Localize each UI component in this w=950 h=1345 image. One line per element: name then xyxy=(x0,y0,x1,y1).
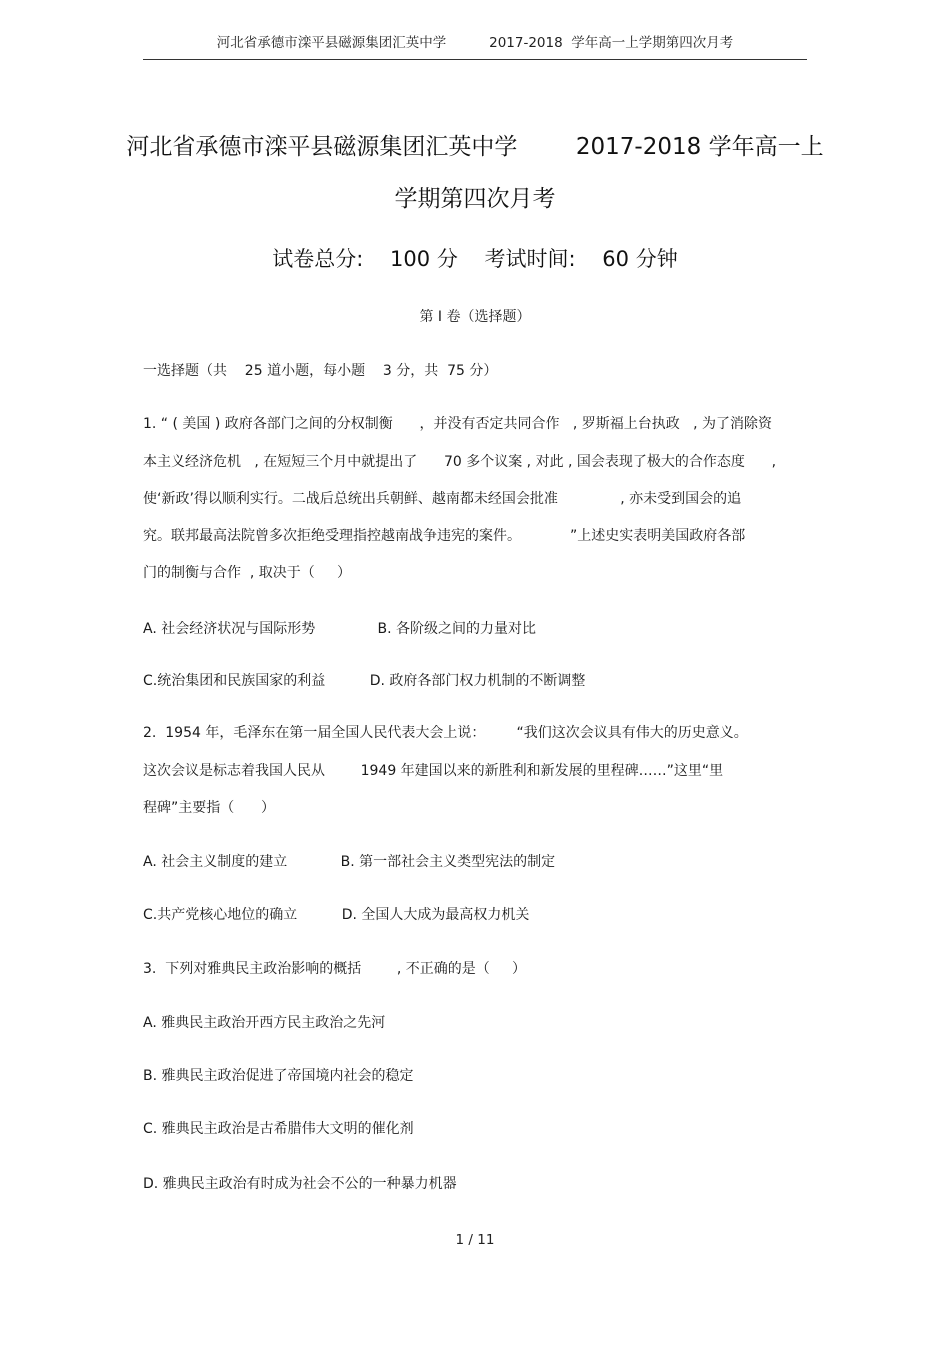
question-1-line: 门的制衡与合作 , 取决于（ ） xyxy=(143,565,352,581)
question-2-line: 2. 1954 年，毛泽东在第一届全国人民代表大会上说： “我们这次会议具有伟大的历史意义。 xyxy=(143,725,748,741)
exam-title-line-2: 学期第四次月考 xyxy=(394,186,556,212)
question-1-options: A. 社会经济状况与国际形势 B. 各阶级之间的力量对比 xyxy=(143,621,537,637)
question-1-line: 究。联邦最高法院曾多次拒绝受理指控越南战争违宪的案件。 ”上述史实表明美国政府各部 xyxy=(143,528,746,544)
question-2-options: C.共产党核心地位的确立 D. 全国人大成为最高权力机关 xyxy=(143,907,530,923)
page-header: 河北省承德市滦平县磁源集团汇英中学 2017-2018 学年高一上学期第四次月考 xyxy=(143,33,807,60)
question-1-options: C.统治集团和民族国家的利益 D. 政府各部门权力机制的不断调整 xyxy=(143,673,586,689)
score-and-time: 试卷总分: 100 分 考试时间: 60 分钟 xyxy=(272,247,678,271)
question-3-option-d: D. 雅典民主政治有时成为社会不公的一种暴力机器 xyxy=(143,1176,457,1192)
question-3-stem: 3. 下列对雅典民主政治影响的概括 , 不正确的是（ ） xyxy=(143,961,527,977)
question-1-line: 1. “ ( 美国 ) 政府各部门之间的分权制衡 ，并没有否定共同合作 , 罗斯福上台执政 , 为了消除资 xyxy=(143,416,772,432)
question-1-line: 本主义经济危机 , 在短短三个月中就提出了 70 多个议案 , 对此 , 国会表现了极大的合作态度 , xyxy=(143,454,777,470)
question-3-option-c: C. 雅典民主政治是古希腊伟大文明的催化剂 xyxy=(143,1121,414,1137)
page-number: 1 / 11 xyxy=(455,1232,495,1248)
question-3-option-b: B. 雅典民主政治促进了帝国境内社会的稳定 xyxy=(143,1068,414,1084)
question-2-options: A. 社会主义制度的建立 B. 第一部社会主义类型宪法的制定 xyxy=(143,854,556,870)
question-3-option-a: A. 雅典民主政治开西方民主政治之先河 xyxy=(143,1015,386,1031)
section-heading: 一选择题（共 25 道小题，每小题 3 分，共 75 分） xyxy=(143,363,498,379)
exam-title-line-1: 河北省承德市滦平县磁源集团汇英中学 2017-2018 学年高一上 xyxy=(126,134,824,160)
question-2-line: 程碑”主要指（ ） xyxy=(143,800,275,816)
question-2-line: 这次会议是标志着我国人民从 1949 年建国以来的新胜利和新发展的里程碑……”这里“里 xyxy=(143,763,724,779)
question-1-line: 使‘新政’得以顺利实行。二战后总统出兵朝鲜、越南都未经国会批准 , 亦未受到国会的追 xyxy=(143,491,742,507)
part-title: 第 Ⅰ 卷（选择题） xyxy=(419,309,531,325)
